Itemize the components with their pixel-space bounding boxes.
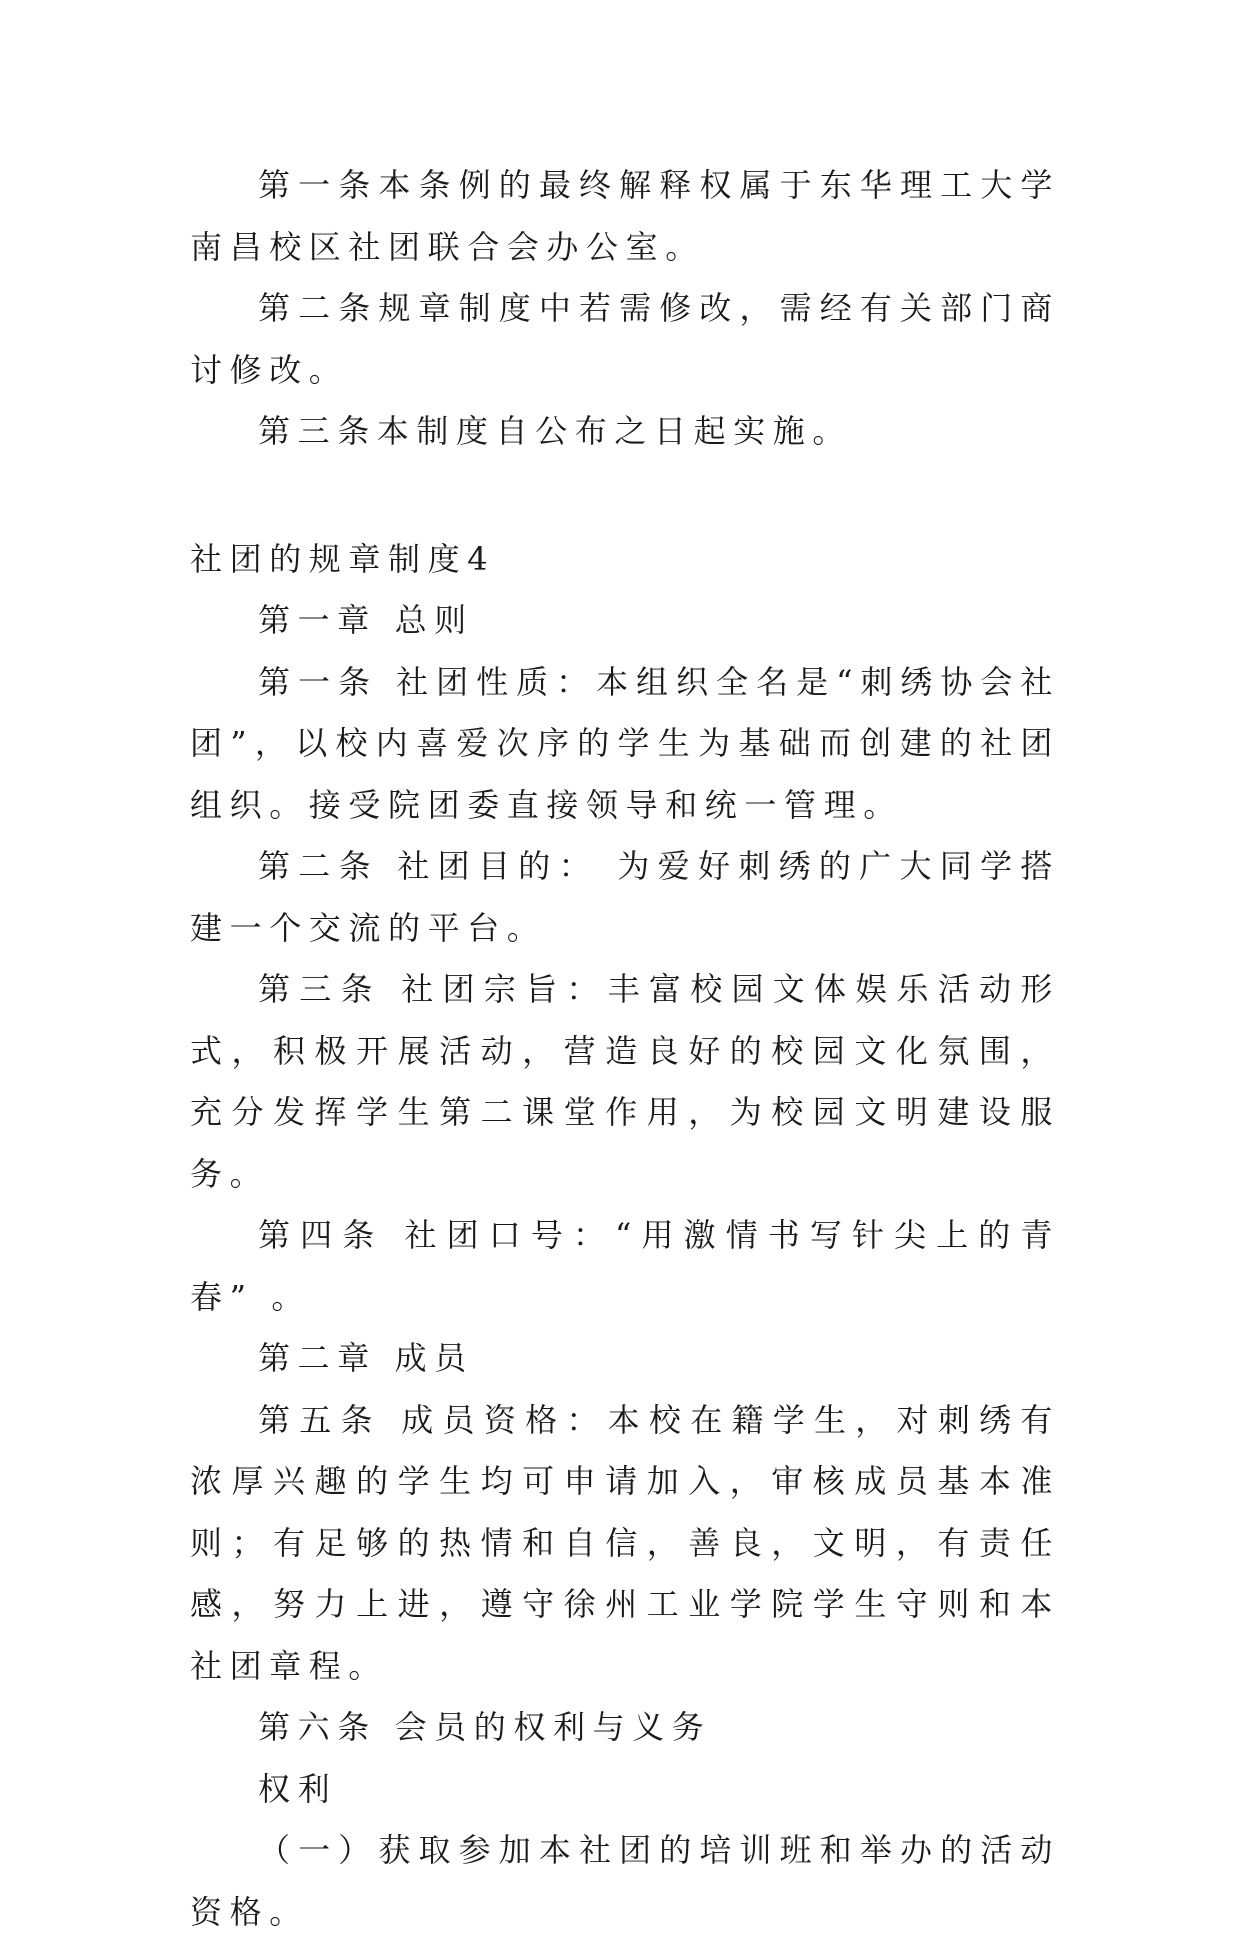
document-body xyxy=(190,155,1060,1943)
rights-item-1: （一）获取参加本社团的培训班和举办的活动资格。 xyxy=(190,1831,1060,1931)
section-gap xyxy=(190,463,1060,529)
article-6-rights-duties: 第六条 会员的权利与义务 xyxy=(258,1708,712,1746)
article-1-interpretation: 第一条本条例的最终解释权属于东华理工大学南昌校区社团联合会办公室。 xyxy=(190,166,1060,266)
article-4-slogan: 第四条 社团口号：“用激情书写针尖上的青春” 。 xyxy=(190,1216,1060,1316)
article-2-purpose: 第二条 社团目的： 为爱好刺绣的广大同学搭建一个交流的平台。 xyxy=(190,847,1060,947)
chapter-1-heading: 第一章 总则 xyxy=(258,601,474,639)
rights-heading: 权利 xyxy=(258,1769,338,1808)
article-5-qualification: 第五条 成员资格：本校在籍学生，对刺绣有浓厚兴趣的学生均可申请加入，审核成员基本准则；有足够的热情和自信，善良，文明，有责任感，努力上进，遵守徐州工业学院学生守则和本社团章程。 xyxy=(190,1400,1060,1685)
section-title: 社团的规章制度4 xyxy=(190,539,496,578)
article-1-nature: 第一条 社团性质：本组织全名是“刺绣协会社团”，以校内喜爱次序的学生为基础而创建的社团组织。接受院团委直接领导和统一管理。 xyxy=(190,662,1060,824)
article-2-amendment: 第二条规章制度中若需修改，需经有关部门商讨修改。 xyxy=(190,289,1060,389)
article-3-effective: 第三条本制度自公布之日起实施。 xyxy=(258,412,853,450)
article-3-tenet: 第三条 社团宗旨：丰富校园文体娱乐活动形式，积极开展活动，营造良好的校园文化氛围，充分发挥学生第二课堂作用，为校园文明建设服务。 xyxy=(190,970,1060,1193)
chapter-2-heading: 第二章 成员 xyxy=(258,1339,474,1377)
